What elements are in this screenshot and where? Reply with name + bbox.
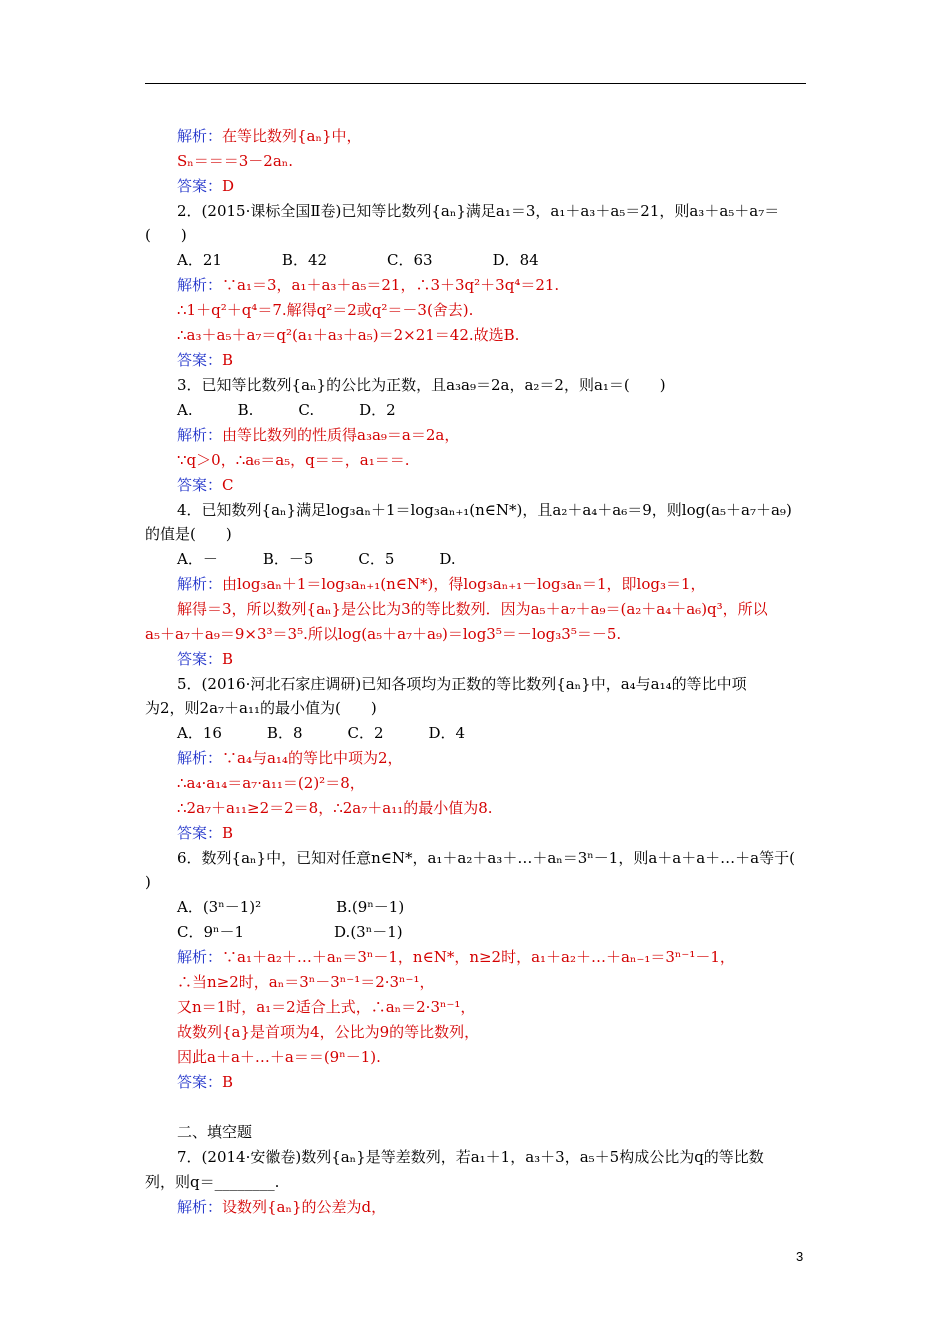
solution-text: ∵a₁＋a₂＋…＋aₙ＝3ⁿ－1，n∈N*，n≥2时，a₁＋a₂＋…＋aₙ₋₁＝3ⁿ⁻¹－1， — [222, 948, 735, 966]
text-line — [177, 1147, 764, 1167]
text-line — [177, 549, 456, 569]
label-text: 解析： — [177, 127, 223, 145]
solution-text: ∴a₃＋a₅＋a₇＝q²(a₁＋a₃＋a₅)＝2×21＝42.故选B. — [177, 326, 520, 344]
label-text: 解析： — [177, 948, 223, 966]
text-line — [177, 201, 779, 221]
text-line — [177, 300, 473, 320]
text-line — [177, 748, 403, 768]
question-text: 2．(2015·课标全国Ⅱ卷)已知等比数列{aₙ}满足a₁＝3，a₁＋a₃＋a₅＝21，则a₃＋a₅＋a₇＝ — [177, 202, 780, 220]
text-line — [145, 1172, 279, 1192]
question-text: 二、填空题 — [177, 1123, 253, 1141]
text-line — [177, 674, 747, 694]
text-line — [177, 350, 233, 370]
text-line — [177, 425, 459, 445]
solution-text: 在等比数列{aₙ}中， — [222, 127, 362, 145]
text-line — [177, 773, 365, 793]
label-text: 解析： — [177, 426, 223, 444]
solution-text: Sₙ＝＝＝3－2aₙ. — [177, 152, 294, 170]
label-text: 解析： — [177, 1198, 223, 1216]
solution-text: 设数列{aₙ}的公差为d， — [222, 1198, 387, 1216]
question-text: ) — [145, 873, 151, 891]
question-text: 4．已知数列{aₙ}满足log₃aₙ＋1＝log₃aₙ₊₁(n∈N*)，且a₂＋a₄＋a₆＝9，则log(a₅＋a₇＋a₉) — [177, 501, 792, 519]
page-number: 3 — [796, 1249, 804, 1264]
solution-text: ∵a₁＝3，a₁＋a₃＋a₅＝21，∴3＋3q²＋3q⁴＝21. — [222, 276, 560, 294]
solution-text: 由等比数列的性质得a₃a₉＝a＝2a， — [222, 426, 460, 444]
text-line — [177, 723, 465, 743]
text-line — [145, 524, 232, 544]
solution-text: B — [222, 351, 234, 369]
text-line — [177, 500, 792, 520]
label-text: 答案： — [177, 1073, 223, 1091]
text-line — [177, 450, 409, 470]
label-text: 解析： — [177, 276, 223, 294]
question-text: 的值是( ) — [145, 525, 232, 543]
question-text: 5．(2016·河北石家庄调研)已知各项均为正数的等比数列{aₙ}中，a₄与a₁₄的等比中项 — [177, 675, 747, 693]
text-line — [177, 1197, 386, 1217]
text-line — [177, 897, 404, 917]
solution-text: a₅＋a₇＋a₉＝9×3³＝3⁵.所以log(a₅＋a₇＋a₉)＝log3⁵＝－log₃3⁵＝－5. — [145, 625, 622, 643]
text-line — [177, 947, 735, 967]
label-text: 答案： — [177, 824, 223, 842]
label-text: 答案： — [177, 650, 223, 668]
text-line — [177, 250, 539, 270]
text-line — [145, 225, 187, 245]
question-text: 7．(2014·安徽卷)数列{aₙ}是等差数列，若a₁＋1，a₃＋3，a₅＋5构成公比为q的等比数 — [177, 1148, 764, 1166]
text-line — [177, 1072, 233, 1092]
question-text: A. B. C. D．2 — [177, 401, 396, 419]
solution-text: ∴当n≥2时，aₙ＝3ⁿ－3ⁿ⁻¹＝2·3ⁿ⁻¹， — [177, 973, 435, 991]
text-line — [177, 922, 403, 942]
solution-text: D — [222, 177, 235, 195]
text-line — [177, 574, 706, 594]
label-text: 解析： — [177, 575, 223, 593]
label-text: 答案： — [177, 177, 223, 195]
solution-text: C — [222, 476, 234, 494]
solution-text: B — [222, 650, 234, 668]
text-line — [177, 599, 768, 619]
text-line — [177, 400, 396, 420]
text-line — [177, 126, 362, 146]
text-line — [177, 375, 666, 395]
text-line — [177, 649, 233, 669]
text-line — [177, 151, 293, 171]
solution-text: 又n＝1时，a₁＝2适合上式，∴aₙ＝2·3ⁿ⁻¹， — [177, 998, 476, 1016]
solution-text: ∵a₄与a₁₄的等比中项为2， — [222, 749, 403, 767]
question-text: A．21 B．42 C．63 D．84 — [177, 251, 539, 269]
question-text: 6．数列{aₙ}中，已知对任意n∈N*，a₁＋a₂＋a₃＋…＋aₙ＝3ⁿ－1，则a＋a＋a＋…＋a等于( — [177, 849, 795, 867]
solution-text: ∴1＋q²＋q⁴＝7.解得q²＝2或q²＝－3(舍去). — [177, 301, 474, 319]
solution-text: B — [222, 1073, 234, 1091]
header-rule — [145, 83, 806, 84]
text-line — [177, 972, 434, 992]
text-line — [177, 1122, 252, 1142]
solution-text: B — [222, 824, 234, 842]
question-text: 列，则q＝________. — [145, 1173, 280, 1191]
question-text: A．－ B．－5 C．5 D. — [177, 550, 456, 568]
label-text: 答案： — [177, 476, 223, 494]
text-line — [145, 698, 377, 718]
solution-text: 由log₃aₙ＋1＝log₃aₙ₊₁(n∈N*)，得log₃aₙ₊₁－log₃aₙ＝1，即log₃＝1， — [222, 575, 706, 593]
label-text: 答案： — [177, 351, 223, 369]
solution-text: 因此a＋a＋…＋a＝＝(9ⁿ－1). — [177, 1048, 381, 1066]
solution-text: ∵q＞0，∴a₆＝a₅，q＝＝，a₁＝＝. — [177, 451, 410, 469]
text-line — [177, 275, 559, 295]
question-text: 为2，则2a₇＋a₁₁的最小值为( ) — [145, 699, 377, 717]
label-text: 解析： — [177, 749, 223, 767]
question-text: C．9ⁿ－1 D.(3ⁿ－1) — [177, 923, 403, 941]
text-line — [177, 1022, 479, 1042]
text-line — [177, 823, 233, 843]
text-line — [177, 798, 493, 818]
question-text: ( ) — [145, 226, 187, 244]
text-line — [177, 475, 234, 495]
text-line — [145, 624, 621, 644]
text-line — [145, 872, 151, 892]
text-line — [177, 325, 519, 345]
text-line — [177, 176, 234, 196]
question-text: A．(3ⁿ－1)² B.(9ⁿ－1) — [177, 898, 405, 916]
solution-text: ∴2a₇＋a₁₁≥2＝2＝8，∴2a₇＋a₁₁的最小值为8. — [177, 799, 493, 817]
question-text: 3．已知等比数列{aₙ}的公比为正数，且a₃a₉＝2a，a₂＝2，则a₁＝( ) — [177, 376, 666, 394]
solution-text: 故数列{a}是首项为4，公比为9的等比数列， — [177, 1023, 480, 1041]
question-text: A．16 B．8 C．2 D．4 — [177, 724, 466, 742]
text-line — [177, 997, 475, 1017]
text-line — [177, 1047, 381, 1067]
solution-text: ∴a₄·a₁₄＝a₇·a₁₁＝(2)²＝8， — [177, 774, 365, 792]
solution-text: 解得＝3，所以数列{aₙ}是公比为3的等比数列．因为a₅＋a₇＋a₉＝(a₂＋a₄＋a₆)q³，所以 — [177, 600, 768, 618]
text-line — [177, 848, 795, 868]
